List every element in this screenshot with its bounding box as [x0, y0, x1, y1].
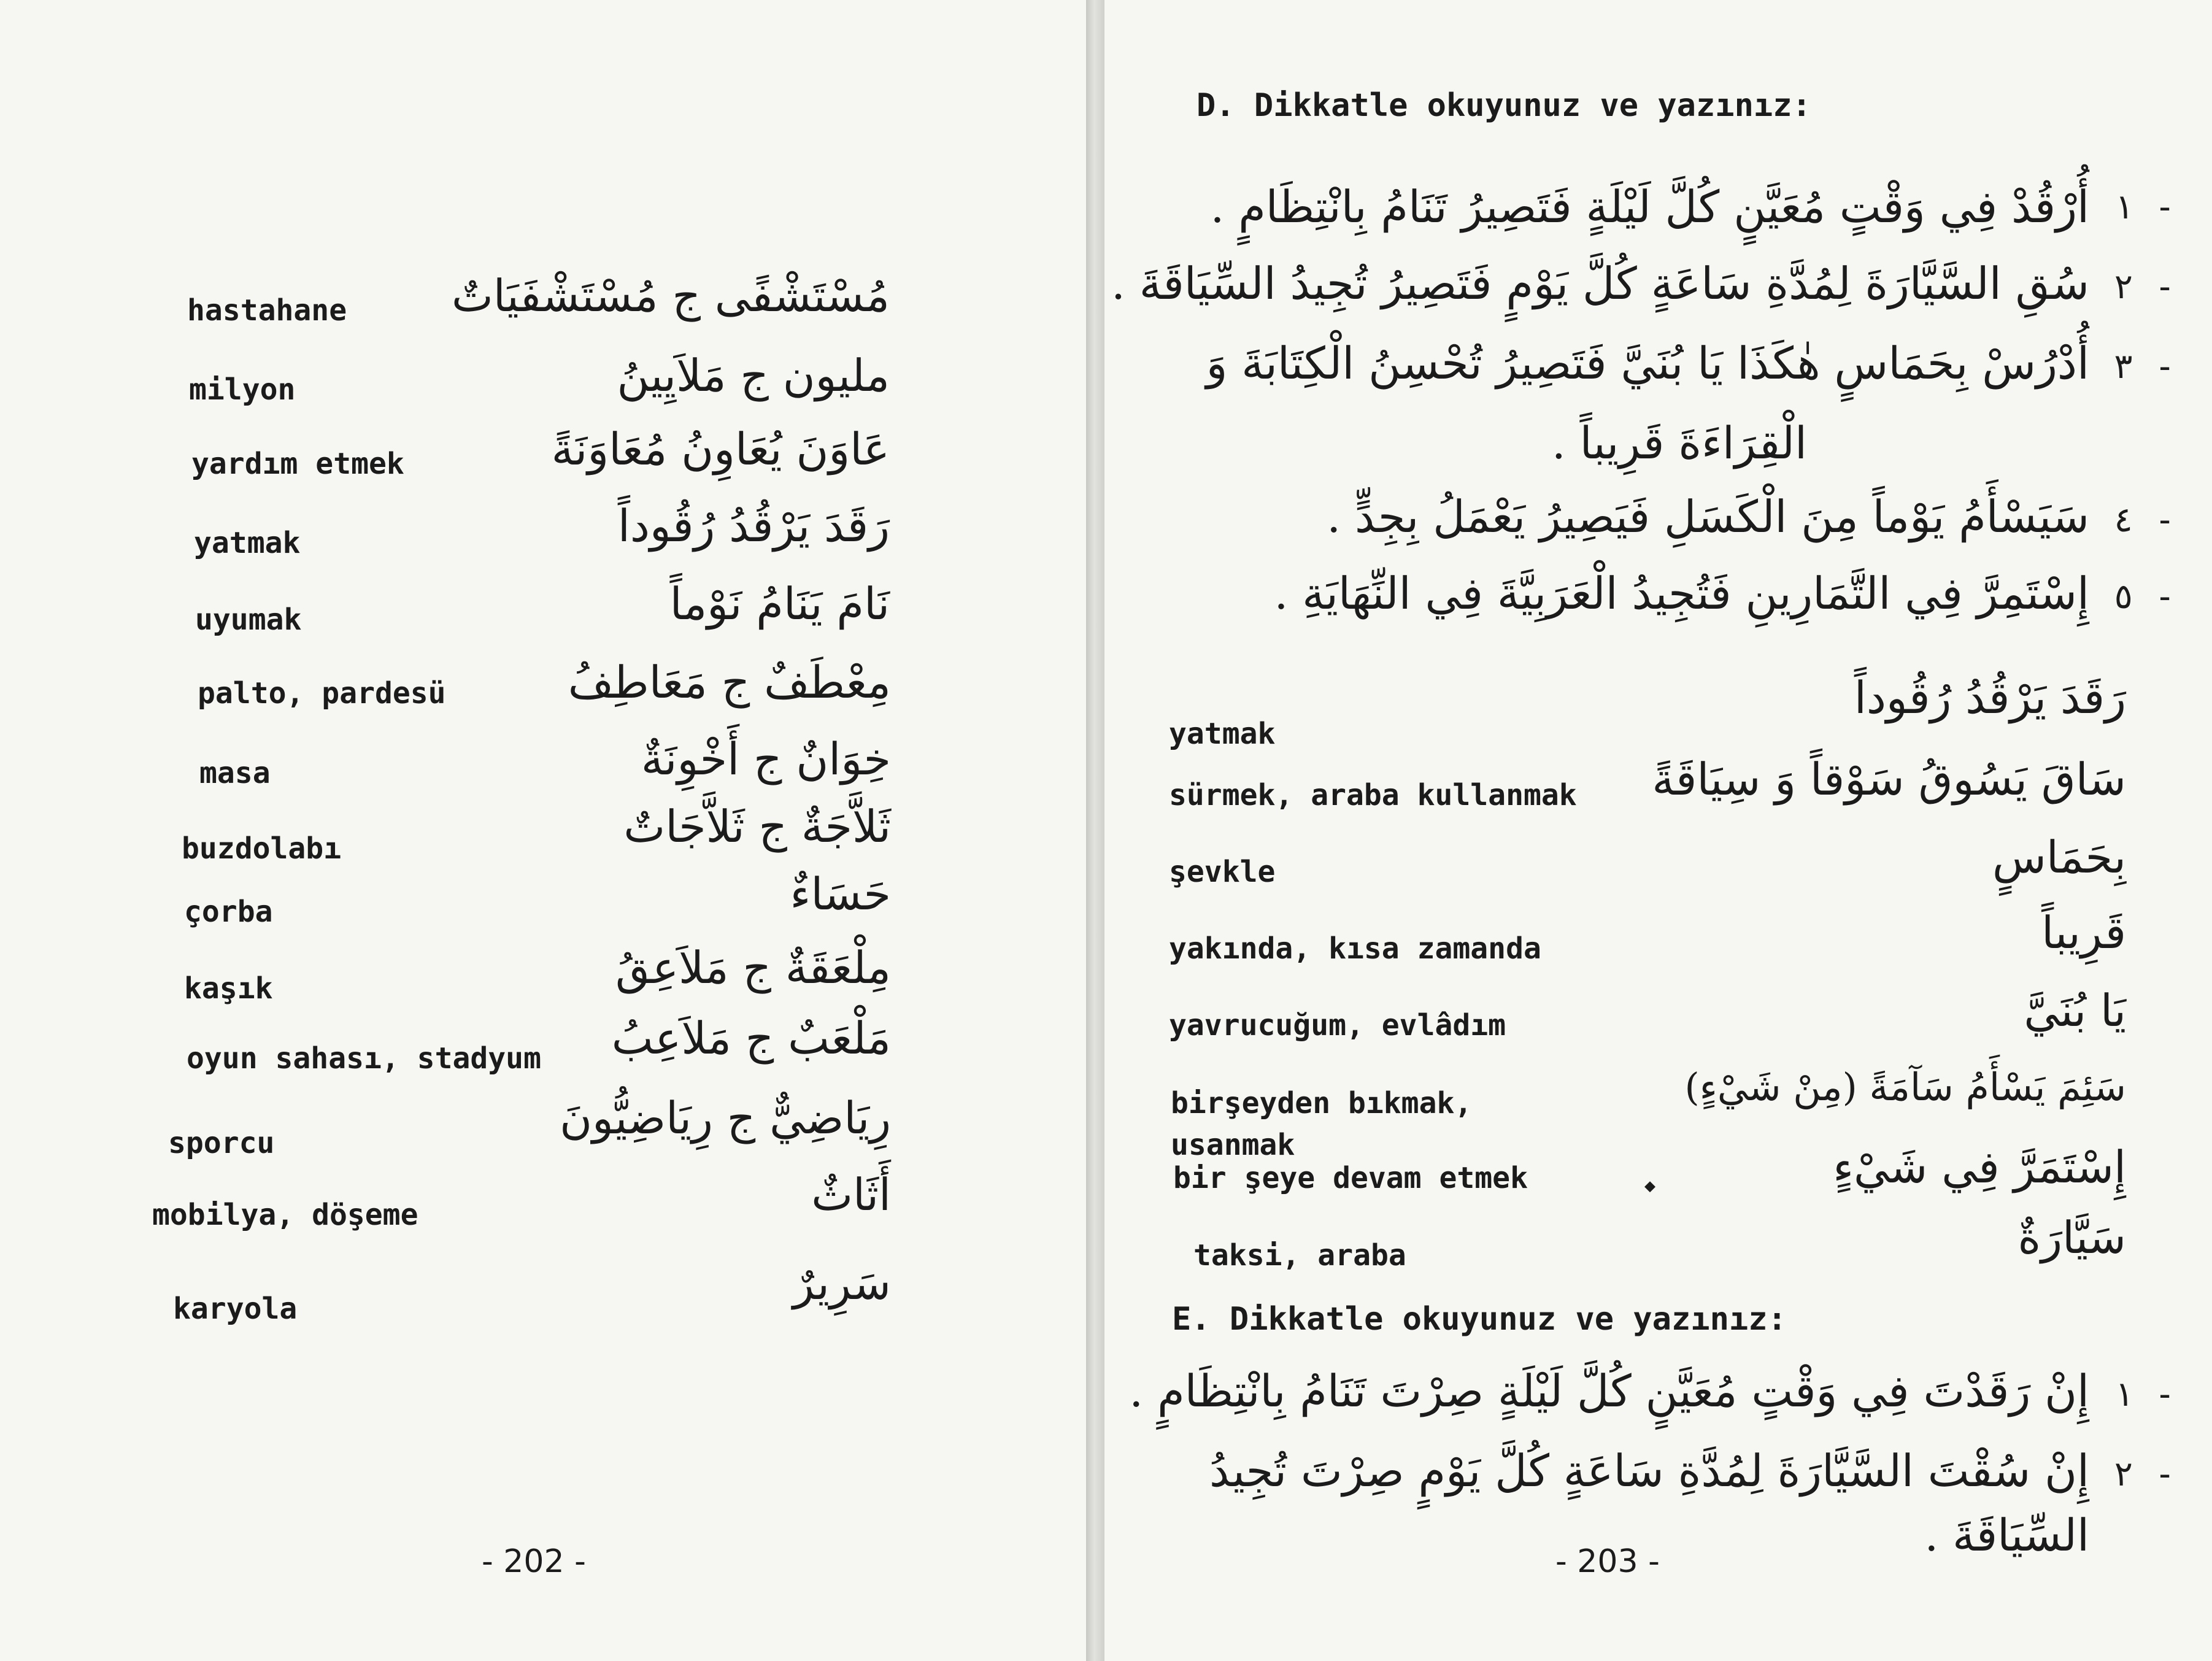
vocab-turkish: mobilya, döşeme: [152, 1198, 418, 1232]
exercise-sentence: سُقِ السَّيَّارَةَ لِمُدَّةِ سَاعَةٍ كُلَّ يَوْمٍ فَتَصِيرُ تُجِيدُ السِّيَاقَةَ .: [1111, 258, 2089, 309]
diamond-bullet-icon: ◆: [1644, 1175, 1656, 1197]
vocab-turkish: yatmak: [194, 526, 301, 560]
sentence-number: ٣ -: [2113, 347, 2175, 387]
vocab-arabic: قَرِيباً: [2041, 907, 2126, 958]
vocab-arabic: مليون ج مَلاَيِينُ: [617, 350, 890, 401]
sentence-number: ٢ -: [2113, 1454, 2175, 1494]
vocab-turkish: bir şeye devam etmek: [1173, 1161, 1528, 1195]
exercise-sentence-continuation: السِّيَاقَةَ .: [1924, 1509, 2089, 1561]
vocab-turkish: yakında, kısa zamanda: [1169, 931, 1541, 966]
vocab-arabic: رَقَدَ يَرْقُدُ رُقُوداً: [1854, 672, 2126, 723]
vocab-arabic: مُسْتَشْفًى ج مُسْتَشْفَيَاتٌ: [451, 270, 890, 322]
vocab-turkish: milyon: [189, 372, 296, 407]
vocab-arabic: رَقَدَ يَرْقُدُ رُقُوداً: [617, 500, 890, 552]
vocab-arabic: أَثَاثٌ: [811, 1169, 891, 1220]
exercise-sentence: إِنْ رَقَدْتَ فِي وَقْتٍ مُعَيَّنٍ كُلَّ لَيْلَةٍ صِرْتَ تَنَامُ بِانْتِظَامٍ .: [1129, 1365, 2089, 1417]
vocab-turkish: yavrucuğum, evlâdım: [1169, 1008, 1506, 1042]
vocab-arabic: حَسَاءٌ: [790, 868, 891, 920]
vocab-arabic: مَلْعَبٌ ج مَلاَعِبُ: [611, 1012, 891, 1064]
exercise-sentence: سَيَسْأَمُ يَوْماً مِنَ الْكَسَلِ فَيَصِيرُ يَعْمَلُ بِجِدٍّ .: [1327, 491, 2089, 542]
vocab-turkish: oyun sahası, stadyum: [187, 1041, 541, 1076]
page-number: - 203 -: [1555, 1543, 1660, 1580]
vocab-arabic: مِلْعَقَةٌ ج مَلاَعِقُ: [615, 942, 891, 993]
vocab-arabic: سَيَّارَةٌ: [2017, 1212, 2126, 1263]
vocab-turkish: sürmek, araba kullanmak: [1169, 778, 1577, 812]
vocab-arabic: نَامَ يَنَامُ نَوْماً: [669, 578, 890, 630]
section-e-heading: E. Dikkatle okuyunuz ve yazınız:: [1172, 1301, 1787, 1338]
vocab-turkish: taksi, araba: [1193, 1238, 1406, 1273]
vocab-turkish: masa: [199, 756, 271, 790]
vocab-turkish: palto, pardesü: [198, 676, 446, 711]
exercise-sentence: أُدْرُسْ بِحَمَاسٍ هٰكَذَا يَا بُنَيَّ فَتَصِيرُ تُحْسِنُ الْكِتَابَةَ وَ: [1206, 337, 2089, 389]
vocab-turkish: sporcu: [168, 1126, 275, 1160]
vocab-turkish: çorba: [184, 895, 273, 929]
book-gutter: [1086, 0, 1104, 1661]
sentence-number: ٤ -: [2113, 500, 2175, 540]
section-d-heading: D. Dikkatle okuyunuz ve yazınız:: [1197, 87, 1811, 124]
sentence-number: ٥ -: [2113, 577, 2175, 617]
vocab-turkish: şevkle: [1169, 855, 1276, 889]
page-number: - 202 -: [482, 1543, 586, 1580]
sentence-number: ١ -: [2113, 187, 2175, 227]
vocab-turkish: yardım etmek: [191, 447, 404, 481]
vocab-arabic: بِحَمَاسٍ: [1992, 831, 2126, 883]
vocab-arabic: سَئِمَ يَسْأَمُ سَآمَةً (مِنْ شَيْءٍ): [1684, 1065, 2126, 1109]
vocab-arabic: رِيَاضِيٌّ ج رِيَاضِيُّونَ: [560, 1092, 891, 1144]
vocab-turkish: usanmak: [1171, 1128, 1295, 1162]
vocab-arabic: خِوَانٌ ج أَخْوِنَةٌ: [641, 733, 891, 785]
vocab-arabic: إِسْتَمَرَّ فِي شَيْءٍ: [1833, 1141, 2126, 1193]
vocab-turkish: birşeyden bıkmak,: [1171, 1086, 1473, 1120]
right-page: [1104, 0, 2212, 1661]
sentence-number: ١ -: [2113, 1374, 2175, 1414]
exercise-sentence: إِسْتَمِرَّ فِي التَّمَارِينِ فَتُجِيدُ الْعَرَبِيَّةَ فِي النِّهَايَةِ .: [1274, 568, 2089, 619]
vocab-arabic: سَرِيرٌ: [793, 1258, 891, 1309]
left-page: [0, 0, 1086, 1661]
vocab-turkish: uyumak: [195, 603, 302, 637]
vocab-arabic: مِعْطَفٌ ج مَعَاطِفُ: [568, 657, 891, 708]
vocab-turkish: kaşık: [184, 971, 273, 1006]
sentence-number: ٢ -: [2113, 267, 2175, 307]
vocab-arabic: ثَلاَّجَةٌ ج ثَلاَّجَاتٌ: [623, 801, 891, 852]
vocab-turkish: buzdolabı: [182, 831, 342, 866]
vocab-turkish: hastahane: [187, 293, 347, 328]
exercise-sentence: إِنْ سُقْتَ السَّيَّارَةَ لِمُدَّةِ سَاعَةٍ كُلَّ يَوْمٍ صِرْتَ تُجِيدُ: [1209, 1445, 2089, 1497]
vocab-arabic: سَاقَ يَسُوقُ سَوْقاً وَ سِيَاقَةً: [1652, 753, 2126, 805]
vocab-arabic: عَاوَنَ يُعَاوِنُ مُعَاوَنَةً: [551, 423, 890, 475]
vocab-arabic: يَا بُنَيَّ: [2024, 985, 2126, 1036]
exercise-sentence: أُرْقُدْ فِي وَقْتٍ مُعَيَّنٍ كُلَّ لَيْلَةٍ فَتَصِيرُ تَنَامُ بِانْتِظَامٍ .: [1210, 181, 2089, 233]
exercise-sentence-continuation: الْقِرَاءَةَ قَرِيباً .: [1551, 417, 1807, 469]
vocab-turkish: yatmak: [1169, 717, 1276, 751]
vocab-turkish: karyola: [173, 1292, 298, 1326]
